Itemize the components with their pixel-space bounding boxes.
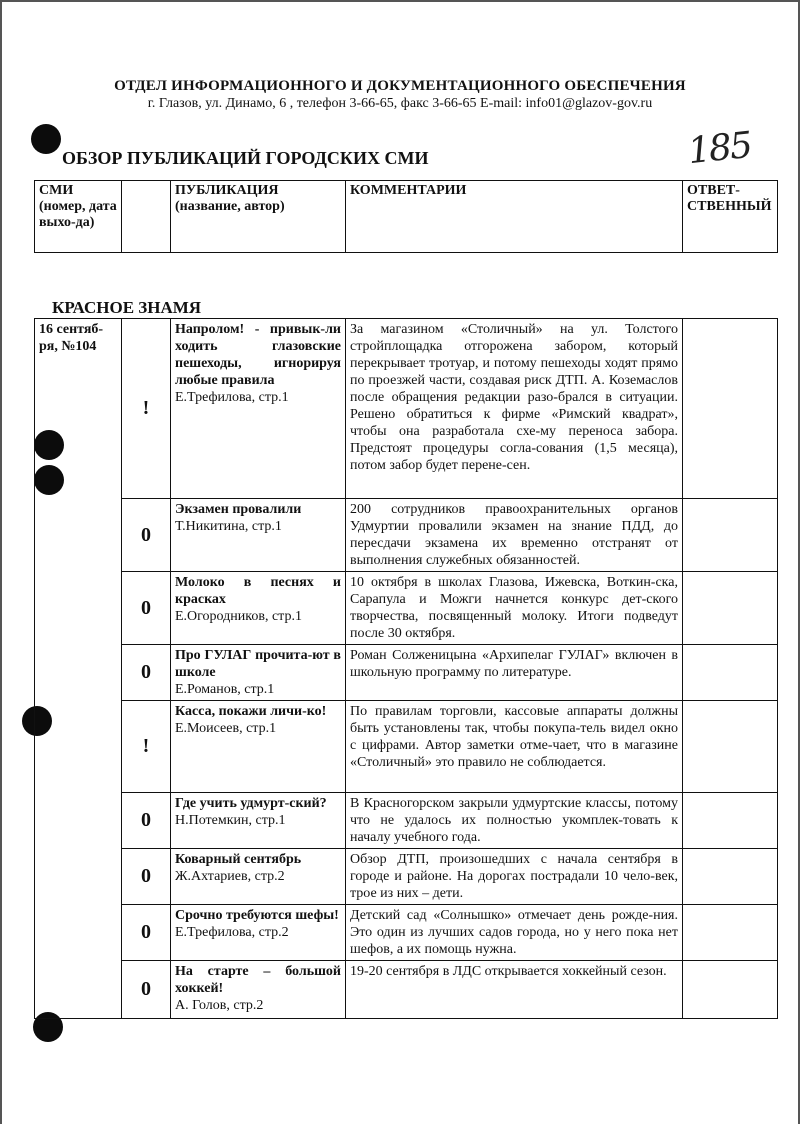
document-title: ОБЗОР ПУБЛИКАЦИЙ ГОРОДСКИХ СМИ	[62, 148, 429, 168]
responsible-cell	[683, 572, 778, 645]
publication-author: А. Голов, стр.2	[175, 998, 264, 1013]
publication-author: Н.Потемкин, стр.1	[175, 813, 286, 828]
publication-author: Е.Романов, стр.1	[175, 682, 275, 697]
publication-cell	[171, 319, 346, 499]
table-row	[35, 961, 778, 1019]
scan-edge-top	[0, 0, 800, 2]
importance-mark: 0	[122, 645, 171, 701]
responsible-cell	[683, 319, 778, 499]
publication-author: Ж.Ахтариев, стр.2	[175, 869, 285, 884]
handwritten-number: 185	[686, 124, 753, 173]
comment-cell: Детский сад «Солнышко» отмечает день рожде-ния. Это один из лучших садов города, но у него пока нет шефов, а их помощь нужна.	[346, 905, 683, 961]
comment-cell: По правилам торговли, кассовые аппараты должны быть установлены так, чтобы покупа-тель видел окно с цифрами. Автор заметки отме-чает, что в магазине «Столичный» это правило не соблюдается.	[346, 701, 683, 793]
org-title: ОТДЕЛ ИНФОРМАЦИОННОГО И ДОКУМЕНТАЦИОННОГО ОБЕСПЕЧЕНИЯ	[114, 78, 686, 94]
column-header-publication: ПУБЛИКАЦИЯ (название, автор)	[171, 181, 346, 253]
comment-cell: Роман Солженицына «Архипелаг ГУЛАГ» включен в школьную программу по литературе.	[346, 645, 683, 701]
publication-title: Молоко в песнях и красках	[175, 575, 341, 607]
importance-mark: !	[122, 701, 171, 793]
publication-cell	[171, 499, 346, 572]
publication-title: Коварный сентябрь	[175, 852, 302, 867]
scan-edge-left	[0, 0, 2, 1124]
table-row	[35, 793, 778, 849]
header-table	[34, 180, 778, 253]
importance-mark: 0	[122, 961, 171, 1019]
publication-cell	[171, 961, 346, 1019]
table-row	[35, 849, 778, 905]
publication-author: Е.Огородников, стр.1	[175, 609, 302, 624]
responsible-cell	[683, 701, 778, 793]
importance-mark: 0	[122, 499, 171, 572]
comment-cell: 10 октября в школах Глазова, Ижевска, Воткин-ска, Сарапула и Можги начнется конкурс дет-ского творчества, посвященный молоку. Итоги подведут после 30 октября.	[346, 572, 683, 645]
publication-author: Е.Моисеев, стр.1	[175, 721, 277, 736]
table-row	[35, 572, 778, 645]
table-row	[35, 499, 778, 572]
publication-title: Касса, покажи личи-ко!	[175, 704, 327, 719]
importance-mark: 0	[122, 793, 171, 849]
publication-title: Где учить удмурт-ский?	[175, 796, 327, 811]
table-row	[35, 645, 778, 701]
comment-cell: 200 сотрудников правоохранительных органов Удмуртии провалили экзамен на знание ПДД, до пересдачи экзамена их временно отстранят от выполнения служебных обязанностей.	[346, 499, 683, 572]
org-address: г. Глазов, ул. Динамо, 6 , телефон 3-66-65, факс 3-66-65 E-mail: info01@glazov-gov.ru	[147, 96, 653, 111]
publication-author: Е.Трефилова, стр.1	[175, 390, 289, 405]
publication-cell	[171, 905, 346, 961]
importance-mark: 0	[122, 905, 171, 961]
responsible-cell	[683, 905, 778, 961]
publication-title: Напролом! - привык-ли ходить глазовские пешеходы, игнорируя любые правила	[175, 322, 341, 388]
column-header-smi: СМИ (номер, дата выхо-да)	[35, 181, 122, 253]
column-header-responsible: ОТВЕТ-СТВЕННЫЙ	[683, 181, 778, 253]
column-header-mark	[122, 181, 171, 253]
responsible-cell	[683, 645, 778, 701]
publication-title: Про ГУЛАГ прочита-ют в школе	[175, 648, 341, 680]
comment-cell: 19-20 сентября в ЛДС открывается хоккейный сезон.	[346, 961, 683, 1019]
punch-hole	[31, 124, 61, 154]
publication-cell	[171, 572, 346, 645]
importance-mark: 0	[122, 572, 171, 645]
table-row	[35, 319, 778, 499]
publication-title: Экзамен провалили	[175, 502, 302, 517]
publication-title: На старте – большой хоккей!	[175, 964, 341, 996]
issue-cell: 16 сентяб-ря, №104	[35, 319, 122, 1019]
table-row	[35, 701, 778, 793]
importance-mark: !	[122, 319, 171, 499]
comment-cell: Обзор ДТП, произошедших с начала сентября в городе и районе. На дорогах пострадали 10 чело-век, трое из них – дети.	[346, 849, 683, 905]
responsible-cell	[683, 849, 778, 905]
importance-mark: 0	[122, 849, 171, 905]
section-title: КРАСНОЕ ЗНАМЯ	[52, 298, 202, 317]
column-header-comments: КОММЕНТАРИИ	[346, 181, 683, 253]
publication-author: Е.Трефилова, стр.2	[175, 925, 289, 940]
publication-cell	[171, 701, 346, 793]
publication-title: Срочно требуются шефы!	[175, 908, 339, 923]
publication-cell	[171, 645, 346, 701]
comment-cell: За магазином «Столичный» на ул. Толстого стройплощадка отгорожена забором, который перекрывает тротуар, и потому пешеходы ходят прямо по проезжей части, создавая риск ДТП. А. Коземаслов после обращения редакции разо-брался в ситуации. Решено обратиться к фирме «Римский квадрат», чтобы она разработала схе-му переноса забора. Предстоят процедуры согла-сования (1,5 месяца), потом забор будет перене-сен.	[346, 319, 683, 499]
table-row	[35, 905, 778, 961]
responsible-cell	[683, 793, 778, 849]
publication-author: Т.Никитина, стр.1	[175, 519, 282, 534]
responsible-cell	[683, 499, 778, 572]
responsible-cell	[683, 961, 778, 1019]
publications-table	[34, 318, 778, 1019]
publication-cell	[171, 849, 346, 905]
publication-cell	[171, 793, 346, 849]
comment-cell: В Красногорском закрыли удмуртские классы, потому что не удалось их полностью укомплек-товать к началу учебного года.	[346, 793, 683, 849]
